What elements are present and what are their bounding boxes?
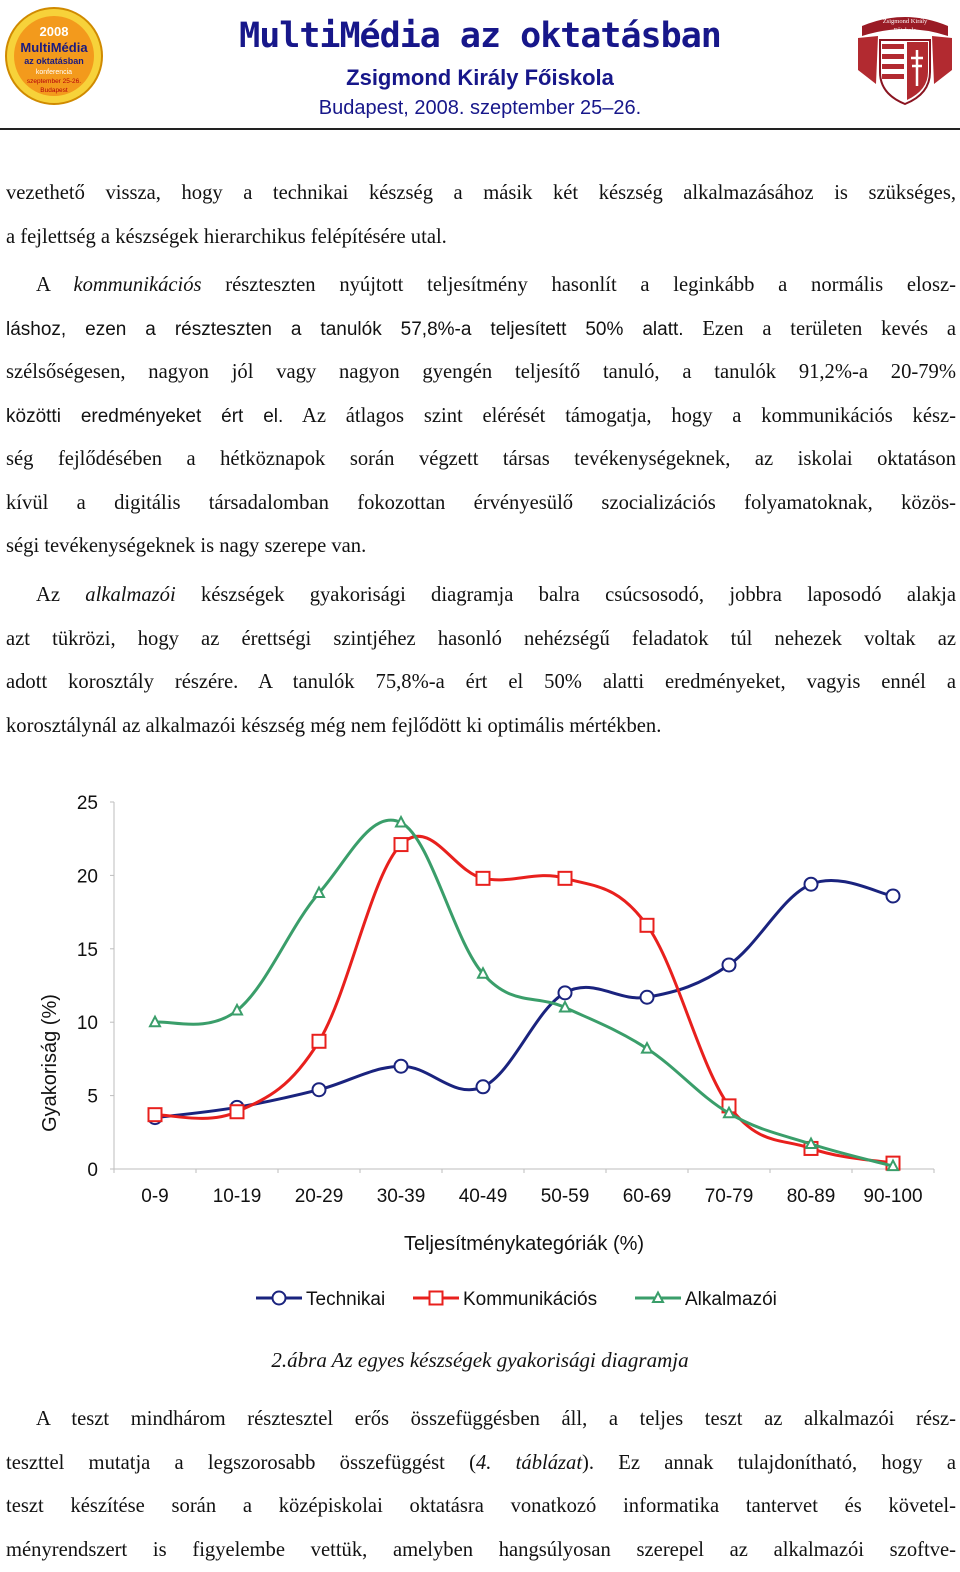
logo-year: 2008: [40, 24, 69, 39]
para2-line: kívül a digitális társadalomban fokozottan érvényesülő szocializációs folyamatoknak, közös-: [6, 482, 956, 526]
logo-line1: MultiMédia: [20, 40, 88, 55]
data-point-kommunikacios: [231, 1105, 244, 1118]
x-tick-label: 10-19: [213, 1186, 262, 1207]
series-kommunikacios: [149, 836, 900, 1169]
data-point-technikai: [641, 991, 654, 1004]
x-tick-label: 60-69: [623, 1186, 672, 1207]
data-point-technikai: [723, 958, 736, 971]
data-point-alkalmazoi: [806, 1139, 816, 1149]
paragraph-3: [6, 574, 956, 748]
para4-line: A teszt mindhárom résztesztel erős összefüggésben áll, a teljes teszt az alkalmazói rész-: [6, 1398, 956, 1442]
para2-line: szélsőségesen, nagyon jól vagy nagyon gyengén teljesítő tanuló, a tanulók 91,2%-a 20-79%: [6, 351, 956, 395]
para4-line: teszt készítése során a középiskolai oktatásra vonatkozó informatika tantervet és követel-: [6, 1485, 956, 1529]
figure-caption: 2.ábra Az egyes készségek gyakorisági diagramja: [0, 1348, 960, 1373]
legend-swatch-marker: [273, 1292, 286, 1305]
data-point-kommunikacios: [313, 1035, 326, 1048]
series-line-kommunikacios: [155, 836, 893, 1163]
data-point-alkalmazoi: [150, 1017, 160, 1026]
legend-label: Kommunikációs: [463, 1289, 597, 1310]
data-point-technikai: [313, 1083, 326, 1096]
table-reference: 4. táblázat: [476, 1452, 582, 1474]
para2-line: láshoz, ezen a részteszten a tanulók 57,8%-a teljesített 50% alatt. Ezen a területen kevés a: [6, 308, 956, 352]
data-point-technikai: [395, 1060, 408, 1073]
header-subtitle: Zsigmond Király Főiskola: [150, 65, 810, 91]
x-axis-label: Teljesítménykategóriák (%): [404, 1233, 644, 1255]
x-axis: [114, 1169, 934, 1207]
term-alkalmazoi: alkalmazói: [85, 584, 175, 606]
crest-line2: Főiskola: [894, 27, 917, 34]
y-axis: [77, 793, 114, 1181]
data-point-technikai: [805, 878, 818, 891]
series-alkalmazoi: [150, 817, 898, 1170]
y-tick-label: 20: [77, 866, 98, 887]
data-point-technikai: [559, 986, 572, 999]
header-title: MultiMédia az oktatásban: [150, 16, 810, 56]
data-point-technikai: [887, 889, 900, 902]
data-point-kommunikacios: [641, 919, 654, 932]
legend-swatch-marker: [430, 1292, 443, 1305]
series-technikai: [149, 878, 900, 1124]
data-point-kommunikacios: [395, 838, 408, 851]
paragraph-1: [6, 172, 956, 259]
legend-item-alkalmazoi: [635, 1289, 777, 1310]
paragraph-2: [6, 264, 956, 569]
college-crest: [854, 6, 956, 108]
header-place-date: Budapest, 2008. szeptember 25–26.: [150, 97, 810, 120]
y-axis-label: Gyakoriság (%): [39, 994, 61, 1132]
x-tick-label: 40-49: [459, 1186, 508, 1207]
data-point-alkalmazoi: [642, 1043, 652, 1053]
para2-line: ség fejlődésében a hétköznapok során végzett társas tevékenységeknek, az iskolai oktatáson: [6, 438, 956, 482]
para1-line: a fejlettség a készségek hierarchikus felépítésére utal.: [6, 216, 956, 260]
data-point-alkalmazoi: [396, 817, 406, 827]
para3-line: Az alkalmazói készségek gyakorisági diagramja balra csúcsosodó, jobbra laposodó alakja: [6, 574, 956, 618]
y-tick-label: 0: [87, 1160, 98, 1181]
term-kommunikacios: kommunikációs: [73, 274, 201, 296]
x-tick-label: 0-9: [141, 1186, 168, 1207]
data-point-alkalmazoi: [560, 1002, 570, 1012]
legend-label: Technikai: [306, 1289, 385, 1310]
para3-line: adott korosztály részére. A tanulók 75,8%-a ért el 50% alatti eredményeket, vagyis ennél a: [6, 661, 956, 705]
data-point-kommunikacios: [149, 1108, 162, 1121]
y-tick-label: 15: [77, 940, 98, 961]
para2-line: A kommunikációs részteszten nyújtott teljesítmény hasonlít a leginkább a normális elosz-: [6, 264, 956, 308]
x-tick-label: 50-59: [541, 1186, 590, 1207]
data-point-kommunikacios: [477, 872, 490, 885]
para2-line: közötti eredményeket ért el. Az átlagos szint elérését támogatja, hogy a kommunikációs kész-: [6, 395, 956, 439]
logo-line5: Budapest: [40, 87, 68, 94]
x-tick-label: 70-79: [705, 1186, 754, 1207]
legend-label: Alkalmazói: [685, 1289, 777, 1310]
data-point-kommunikacios: [559, 872, 572, 885]
series-line-alkalmazoi: [155, 820, 893, 1166]
data-point-technikai: [477, 1080, 490, 1093]
logo-line4: szeptember 25-26.: [27, 78, 81, 85]
x-tick-label: 90-100: [863, 1186, 922, 1207]
logo-line2: az oktatásban: [24, 56, 84, 66]
para3-line: azt tükrözi, hogy az érettségi szintjéhez hasonló nehézségű feladatok túl nehezek voltak az: [6, 618, 956, 662]
y-tick-label: 10: [77, 1013, 98, 1034]
para3-line: korosztálynál az alkalmazói készség még nem fejlődött ki optimális mértékben.: [6, 705, 956, 749]
logo-line3: konferencia: [36, 69, 72, 76]
legend-swatch-marker: [653, 1293, 663, 1303]
x-tick-label: 80-89: [787, 1186, 836, 1207]
x-tick-label: 30-39: [377, 1186, 426, 1207]
chart-legend: [256, 1289, 777, 1310]
legend-item-technikai: [256, 1289, 385, 1310]
crest-line1: Zsigmond Király: [883, 18, 928, 25]
para2-line: ségi tevékenységeknek is nagy szerepe van.: [6, 525, 956, 569]
header-divider: [0, 128, 960, 130]
page-header: [0, 0, 960, 132]
series-layer: [149, 817, 900, 1170]
frequency-line-chart: [0, 780, 960, 1340]
conference-logo: [4, 6, 104, 106]
para4-line: teszttel mutatja a legszorosabb összefüggést (4. táblázat). Ez annak tulajdonítható, hogy a: [6, 1442, 956, 1486]
paragraph-4: [6, 1398, 956, 1572]
legend-item-kommunikacios: [413, 1289, 597, 1310]
y-tick-label: 5: [87, 1087, 98, 1108]
y-tick-label: 25: [77, 793, 98, 814]
para4-line: ményrendszert is figyelembe vettük, amelyben hangsúlyosan szerepel az alkalmazói szoftve-: [6, 1529, 956, 1572]
x-tick-label: 20-29: [295, 1186, 344, 1207]
para1-line: vezethető vissza, hogy a technikai készség a másik két készség alkalmazásához is szükséges,: [6, 172, 956, 216]
